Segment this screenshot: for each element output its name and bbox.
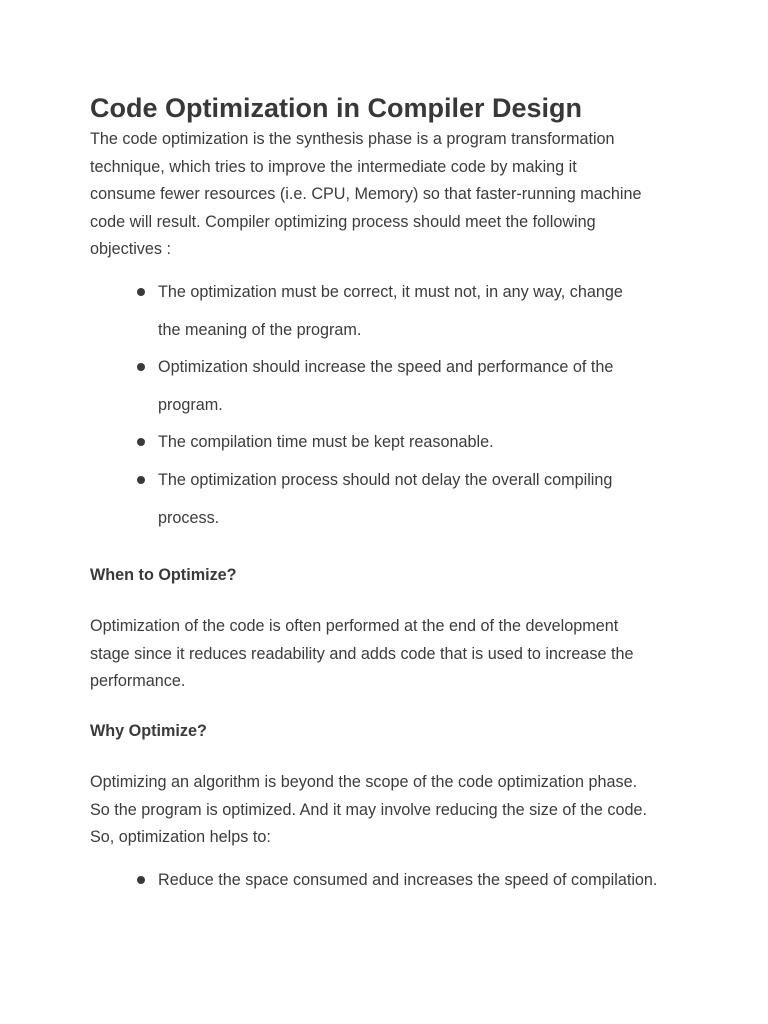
when-paragraph bbox=[90, 613, 690, 696]
bullet-dot-icon bbox=[137, 438, 145, 446]
why-paragraph bbox=[90, 769, 690, 852]
intro-line: The code optimization is the synthesis phase is a program transformation bbox=[90, 130, 615, 148]
objectives-list bbox=[90, 274, 700, 537]
intro-line: technique, which tries to improve the intermediate code by making it bbox=[90, 157, 577, 176]
list-item bbox=[90, 424, 700, 462]
why-line: Optimizing an algorithm is beyond the scope of the code optimization phase. bbox=[90, 773, 638, 791]
when-line: Optimization of the code is often performed at the end of the development bbox=[90, 617, 619, 635]
why-line: So the program is optimized. And it may involve reducing the size of the code. bbox=[90, 800, 647, 819]
bullet-dot-icon bbox=[137, 876, 145, 884]
intro-line: objectives : bbox=[90, 240, 171, 258]
page-title: Code Optimization in Compiler Design bbox=[90, 93, 583, 123]
when-heading: When to Optimize? bbox=[90, 566, 237, 584]
list-item-text: process. bbox=[158, 508, 220, 527]
list-item-text: program. bbox=[158, 395, 223, 414]
list-item bbox=[90, 862, 700, 900]
intro-line: consume fewer resources (i.e. CPU, Memory) so that faster-running machine bbox=[90, 185, 642, 203]
list-item bbox=[90, 274, 700, 349]
list-item bbox=[90, 462, 700, 537]
why-heading: Why Optimize? bbox=[90, 722, 207, 740]
bullet-dot-icon bbox=[137, 363, 145, 371]
list-item-text: Reduce the space consumed and increases the speed of compilation. bbox=[158, 871, 658, 889]
list-item-text: The optimization must be correct, it must not, in any way, change bbox=[158, 283, 623, 301]
bullet-dot-icon bbox=[137, 288, 145, 296]
list-item-text: The optimization process should not delay the overall compiling bbox=[158, 470, 613, 489]
list-item-text: Optimization should increase the speed and performance of the bbox=[158, 358, 614, 377]
when-line: stage since it reduces readability and adds code that is used to increase the bbox=[90, 644, 634, 663]
benefits-list bbox=[90, 862, 700, 900]
list-item-text: The compilation time must be kept reasonable. bbox=[158, 433, 494, 452]
intro-line: code will result. Compiler optimizing process should meet the following bbox=[90, 212, 596, 231]
list-item bbox=[90, 349, 700, 424]
when-line: performance. bbox=[90, 672, 186, 690]
bullet-dot-icon bbox=[137, 476, 145, 484]
intro-paragraph bbox=[90, 126, 690, 264]
why-line: So, optimization helps to: bbox=[90, 828, 271, 846]
list-item-text: the meaning of the program. bbox=[158, 320, 362, 339]
